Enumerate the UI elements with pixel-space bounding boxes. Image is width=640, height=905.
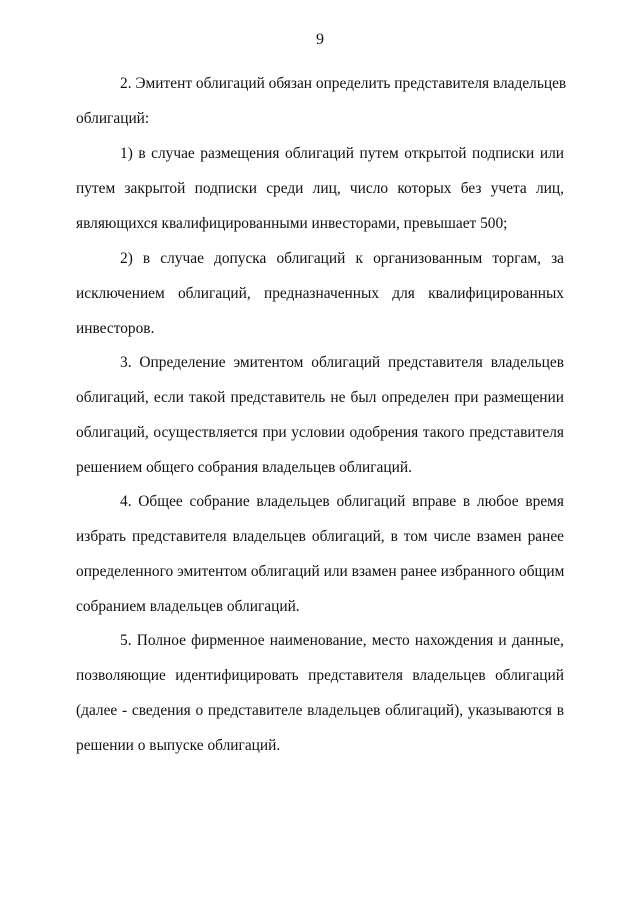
paragraph-line: являющихся квалифицированными инвесторами, превышает 500; (76, 215, 508, 232)
paragraph-line: 3. Определение эмитентом облигаций представителя владельцев (120, 354, 564, 371)
paragraph-2-1 (76, 136, 564, 241)
paragraph-line: определенного эмитентом облигаций или взамен ранее избранного общим (76, 563, 565, 580)
paragraph-4 (76, 484, 564, 624)
paragraph-line: избрать представителя владельцев облигаций, в том числе взамен ранее (76, 528, 564, 545)
paragraph-line: 4. Общее собрание владельцев облигаций вправе в любое время (120, 493, 564, 510)
paragraph-3 (76, 345, 564, 485)
paragraph-line: собранием владельцев облигаций. (76, 598, 300, 615)
paragraph-2 (76, 66, 567, 136)
paragraph-line: облигаций, осуществляется при условии одобрения такого представителя (76, 424, 564, 441)
paragraph-line: инвесторов. (76, 320, 155, 337)
paragraph-line: 5. Полное фирменное наименование, место нахождения и данные, (120, 632, 564, 649)
paragraph-line: исключением облигаций, предназначенных для квалифицированных (76, 285, 564, 302)
paragraph-2-2 (76, 241, 564, 346)
paragraph-line: 2) в случае допуска облигаций к организованным торгам, за (120, 250, 564, 267)
paragraph-5 (76, 623, 564, 763)
page-number: 9 (316, 31, 324, 48)
paragraph-line: облигаций: (76, 110, 150, 127)
paragraph-line: позволяющие идентифицировать представителя владельцев облигаций (76, 667, 564, 684)
paragraph-line: (далее - сведения о представителе владельцев облигаций), указываются в (76, 702, 564, 719)
paragraph-line: 2. Эмитент облигаций обязан определить представителя владельцев (120, 75, 567, 92)
paragraph-line: 1) в случае размещения облигаций путем открытой подписки или (120, 145, 564, 162)
paragraph-line: путем закрытой подписки среди лиц, число которых без учета лиц, (76, 180, 564, 197)
paragraph-line: решением общего собрания владельцев облигаций. (76, 459, 412, 476)
paragraph-line: решении о выпуске облигаций. (76, 737, 281, 754)
paragraph-line: облигаций, если такой представитель не был определен при размещении (76, 389, 564, 406)
